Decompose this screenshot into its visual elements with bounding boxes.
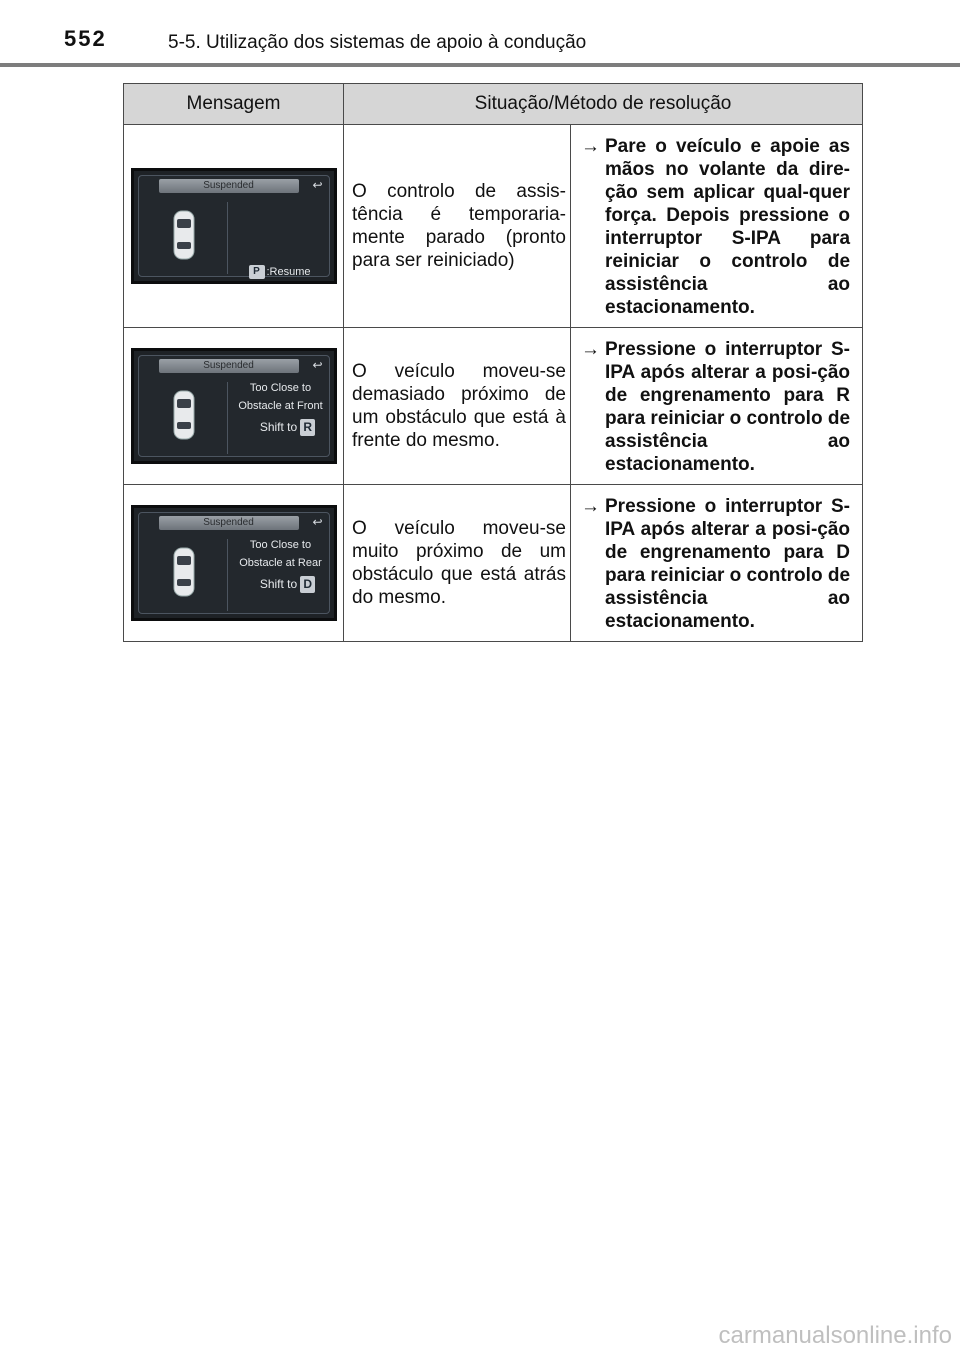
arrow-icon: → [581,339,600,360]
message-screen-cell [124,485,344,642]
return-icon: ↩ [312,358,323,372]
screen-divider [227,202,228,274]
gear-d-icon: D [300,576,315,593]
shift-hint [243,418,333,436]
shift-label: Shift to [259,420,298,434]
situation-text: O controlo de assis-tência é temporaria-mente parado (pronto para ser reiniciado) [344,125,571,328]
resolution-text: Pressione o interruptor S-IPA após alterar a posi-ção de engrenamento para R para reiniciar o controlo de assistência ao estacionamento. [605,339,851,475]
resolution-text: Pare o veículo e apoie as mãos no volante da dire-ção sem aplicar qual-quer força. Depois pressione o interruptor S-IPA para reiniciar o controlo de assistência ao estacionamento. [605,136,851,318]
message-screen-cell [124,328,344,485]
screen-divider [227,382,228,454]
screen-line-1: Too Close to [249,539,312,551]
car-top-view-icon [173,390,195,445]
situation-text: O veículo moveu-se muito próximo de um obstáculo que está atrás do mesmo. [344,485,571,642]
column-header-situation: Situação/Método de resolução [344,84,863,125]
table-row [124,328,863,485]
return-icon: ↩ [312,178,323,192]
display-screen-image [131,505,337,621]
message-table [123,83,863,642]
resolution-cell [571,485,863,642]
page-number: 552 [64,26,107,51]
shift-hint [243,575,333,593]
column-header-message: Mensagem [124,84,344,125]
table-row [124,485,863,642]
suspended-bar: Suspended [159,516,299,530]
suspended-bar: Suspended [159,359,299,373]
resolution-cell [571,328,863,485]
display-screen-image [131,348,337,464]
arrow-icon: → [581,496,600,517]
car-top-view-icon [173,547,195,602]
parking-switch-icon: P [249,265,265,279]
page-header [0,0,960,70]
table-header-row [124,84,863,125]
car-top-view-icon [173,210,195,265]
gear-r-icon: R [300,419,315,436]
situation-text: O veículo moveu-se demasiado próximo de um obstáculo que está à frente do mesmo. [344,328,571,485]
arrow-icon: → [581,136,600,157]
watermark: carmanualsonline.info [718,1322,952,1349]
shift-label: Shift to [259,577,298,591]
screen-line-2: Obstacle at Front [238,400,323,412]
screen-line-1: Too Close to [249,382,312,394]
table-row [124,125,863,328]
screen-line-2: Obstacle at Rear [239,557,322,569]
resume-label: :Resume [266,266,311,278]
resolution-text: Pressione o interruptor S-IPA após alterar a posi-ção de engrenamento para D para reiniciar o controlo de assistência ao estacionamento. [605,496,851,632]
message-screen-cell [124,125,344,328]
suspended-bar: Suspended [159,179,299,193]
header-rule [0,63,960,67]
chapter-title: 5-5. Utilização dos sistemas de apoio à condução [168,32,587,53]
resume-hint [249,264,311,280]
screen-divider [227,539,228,611]
resolution-cell [571,125,863,328]
return-icon: ↩ [312,515,323,529]
display-screen-image [131,168,337,284]
